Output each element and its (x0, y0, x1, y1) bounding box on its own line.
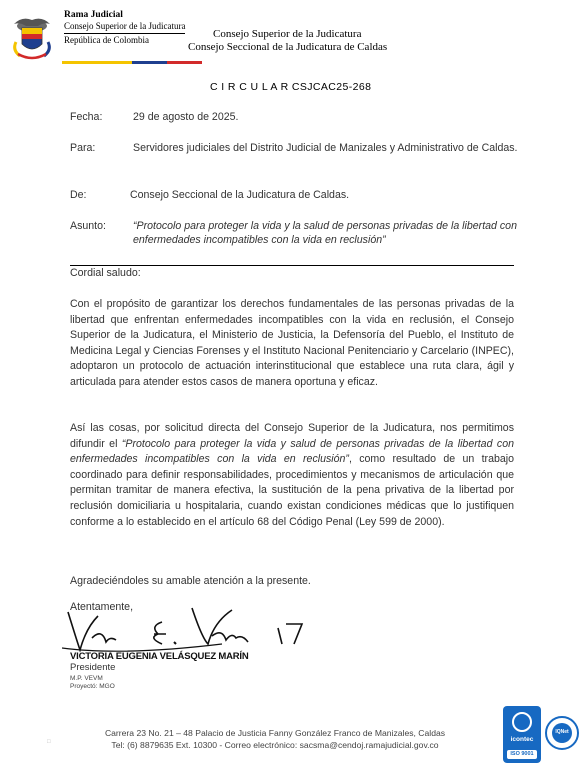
fecha-label: Fecha: (70, 111, 103, 123)
icontec-certification-badge (503, 706, 541, 763)
closing: Atentamente, (70, 601, 134, 613)
initials-line-1: M.P. VEVM (70, 675, 103, 682)
paragraph-3: Agradeciéndoles su amable atención a la presente. (70, 575, 311, 587)
letterhead (0, 0, 586, 70)
paragraph-1: Con el propósito de garantizar los derechos fundamentales de las personas privadas de la libertad que enfrentan enfermedades incompatibles con la vida en reclusión, el Consejo Superior de la Judicatura, el Ministerio de Justicia, la Defensoría del Pueblo, el Instituto de Medicina Legal y Ciencias Forenses y el Instituto Nacional Penitenciario y Carcelario (INPEC), adoptaron un protocolo de actuación interinstitucional que establece una ruta clara, ágil y articulada para atender estos casos de manera oportuna y eficaz. (70, 298, 514, 388)
iqnet-certification-badge (545, 716, 579, 750)
paragraph-2 (70, 421, 514, 530)
org-identity (64, 10, 185, 46)
iqnet-label: IQNet (555, 729, 569, 735)
asunto-value: “Protocolo para proteger la vida y la salud de personas privadas de la libertad con enfermedades incompatibles con la vida en reclusión” (133, 220, 517, 246)
para-label: Para: (70, 142, 96, 154)
iso-label: ISO 9001 (507, 750, 537, 759)
asunto-label: Asunto: (70, 220, 106, 232)
coat-of-arms-icon (8, 10, 56, 62)
signer-name: VICTORIA EUGENIA VELÁSQUEZ MARÍN (70, 651, 249, 662)
flag-stripe (62, 61, 202, 64)
paragraph-2-protocol-title: “Protocolo para proteger la vida y salud de personas privadas de la libertad con enfermedades incompatibles con la vida en reclusión” (70, 437, 514, 466)
reference-initials (70, 675, 115, 691)
org-line-2: Consejo Superior de la Judicatura (64, 21, 185, 34)
circular-title: C I R C U L A R CSJCAC25-268 (210, 81, 372, 93)
footer-address: Carrera 23 No. 21 – 48 Palacio de Justicia Fanny González Franco de Manizales, Caldas (104, 728, 446, 738)
issuer-line-1: Consejo Superior de la Judicatura (213, 28, 362, 40)
signer-role: Presidente (70, 662, 116, 673)
footer-contact (40, 727, 510, 751)
greeting: Cordial saludo: (70, 267, 141, 279)
paragraph-2-end: , como resultado de un trabajo coordinado para definir responsabilidades, procedimientos y mecanismos de articulación que permitan tramitar de manera efectiva, la sustitución de la pena privativa de la libertad por reclusión domiciliaria u hospitalaria, cuando existan condiciones médicas que lo justifiquen conforme a lo establecido en el artículo 68 del Código Penal (Ley 599 de 2000). (70, 453, 514, 528)
fecha-value: 29 de agosto de 2025. (133, 111, 239, 123)
issuer-line-2: Consejo Seccional de la Judicatura de Caldas (188, 41, 388, 53)
org-line-3: República de Colombia (64, 35, 149, 45)
de-label: De: (70, 189, 87, 201)
initials-line-2: Proyectó: MGO (70, 683, 115, 690)
icontec-label: icontec (510, 736, 534, 743)
issuer-block (188, 28, 387, 54)
paragraph-2-start: Así las cosas, por solicitud directa del Consejo Superior de la Judicatura, nos permitimos difundir el (70, 422, 514, 450)
margin-mark: □ (47, 739, 51, 745)
para-value: Servidores judiciales del Distrito Judicial de Manizales y Administrativo de Caldas. (133, 142, 518, 154)
de-value: Consejo Seccional de la Judicatura de Caldas. (130, 189, 350, 201)
org-line-1: Rama Judicial (64, 10, 123, 20)
icontec-logo-icon (512, 712, 532, 732)
footer-phone-email: Tel: (6) 8879635 Ext. 10300 - Correo electrónico: sacsma@cendoj.ramajudicial.gov.co (111, 740, 439, 750)
